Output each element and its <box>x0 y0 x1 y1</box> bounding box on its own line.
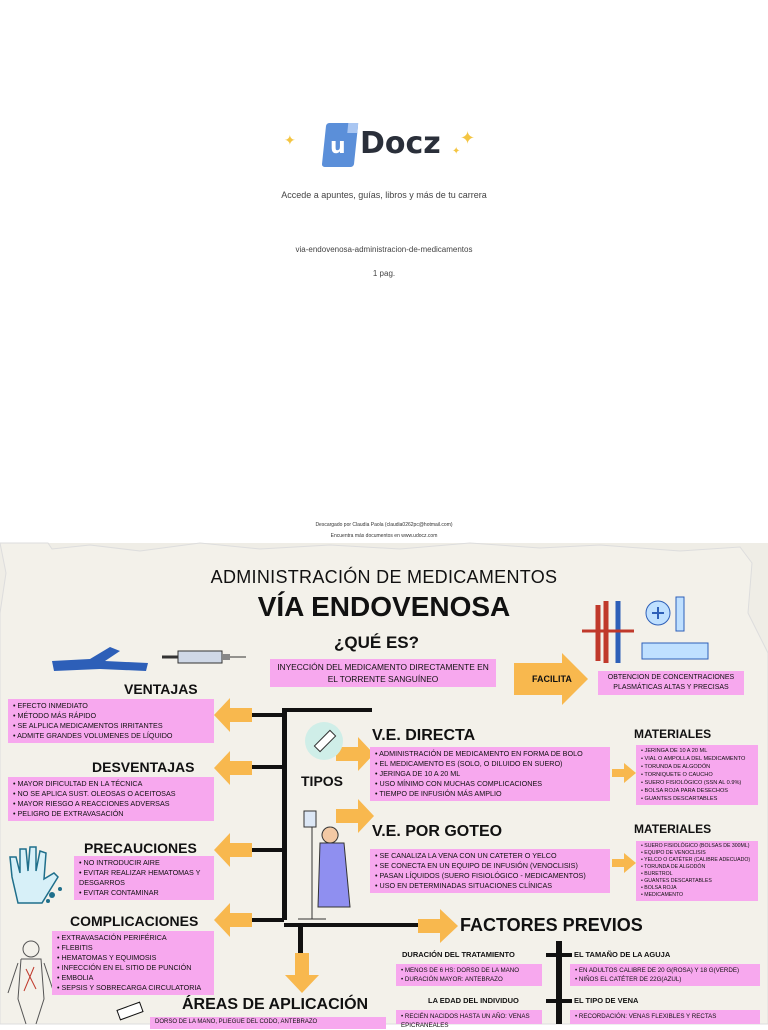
list-item: • MENOS DE 6 HS: DORSO DE LA MANO <box>401 966 537 975</box>
ventajas-box <box>8 699 214 743</box>
list-item: • TORUNDA DE ALGODÓN <box>641 763 753 771</box>
desventajas-heading: DESVENTAJAS <box>92 759 195 775</box>
list-item: • NO INTRODUCIR AIRE <box>79 858 209 868</box>
list-item: • BOLSA ROJA <box>641 885 753 892</box>
aguja-box <box>570 964 760 986</box>
vena-box <box>570 1010 760 1024</box>
sparkle-icon: ✦ <box>284 132 296 148</box>
arrow-left-icon <box>214 833 252 867</box>
sparkle-icon: ✦ <box>452 146 461 157</box>
list-item: • EVITAR REALIZAR HEMATOMAS Y DESGARROS <box>79 868 209 888</box>
desventajas-box <box>8 777 214 821</box>
list-item: • VIAL O AMPOLLA DEL MEDICAMENTO <box>641 755 753 763</box>
list-item: • MAYOR RIESGO A REACCIONES ADVERSAS <box>13 799 209 809</box>
materiales-box-directa <box>636 745 758 805</box>
list-item: • EMBOLIA <box>57 973 209 983</box>
facilita-box: OBTENCION DE CONCENTRACIONES PLASMÁTICAS ALTAS Y PRECISAS <box>598 671 744 695</box>
list-item: • NIÑOS EL CATÉTER DE 22G(AZUL) <box>575 975 755 984</box>
connector <box>546 999 572 1003</box>
list-item: • SEPSIS Y SOBRECARGA CIRCULATORIA <box>57 983 209 993</box>
connector <box>282 708 372 712</box>
facilita-label: FACILITA <box>532 674 572 684</box>
list-item: • BOLSA ROJA PARA DESECHOS <box>641 787 753 795</box>
list-item: • MÉTODO MÁS RÁPIDO <box>13 711 209 721</box>
tagline: Accede a apuntes, guías, libros y más de tu carrera <box>281 190 487 200</box>
document-name: via-endovenosa-administracion-de-medicamentos <box>295 245 473 254</box>
syringe-icon <box>160 643 246 669</box>
list-item: • EVITAR CONTAMINAR <box>79 888 209 898</box>
list-item: • JERINGA DE 10 A 20 ML <box>641 747 753 755</box>
more-docs-link[interactable]: Encuentra más documentos en www.udocz.com <box>330 533 438 539</box>
hand-virus-icon <box>4 843 68 907</box>
arrow-right-icon <box>612 853 636 873</box>
connector <box>248 713 284 717</box>
udocz-logo[interactable]: u Docz <box>324 120 454 172</box>
aguja-heading: EL TAMAÑO DE LA AGUJA <box>574 950 671 959</box>
connector <box>248 848 284 852</box>
list-item: • DURACIÓN MAYOR: ANTEBRAZO <box>401 975 537 984</box>
areas-heading: ÁREAS DE APLICACIÓN <box>182 996 369 1013</box>
arrow-left-icon <box>214 751 252 785</box>
list-item: • EFECTO INMEDIATO <box>13 701 209 711</box>
duracion-heading: DURACIÓN DEL TRATAMIENTO <box>402 950 515 959</box>
list-item: • NO SE APLICA SUST. OLEOSAS O ACEITOSAS <box>13 789 209 799</box>
title-top: ADMINISTRACIÓN DE MEDICAMENTOS <box>210 567 558 587</box>
title-main: VÍA ENDOVENOSA <box>257 591 511 622</box>
list-item: • HEMATOMAS Y EQUIMOSIS <box>57 953 209 963</box>
ventajas-heading: VENTAJAS <box>124 681 198 697</box>
list-item: • TORUNDA DE ALGODÓN <box>641 864 753 871</box>
definition-box: INYECCIÓN DEL MEDICAMENTO DIRECTAMENTE EN EL TORRENTE SANGUÍNEO <box>270 659 496 687</box>
list-item: • ADMITE GRANDES VOLUMENES DE LÍQUIDO <box>13 731 209 741</box>
download-credit: Descargado por Claudia Paola (claudia0262pc@hotmail.com) <box>315 522 453 528</box>
arrow-left-icon <box>214 903 252 937</box>
edad-box <box>396 1010 542 1029</box>
list-item: • TORNIQUETE O CAUCHO <box>641 771 753 779</box>
list-item: • SE CANALIZA LA VENA CON UN CATETER O YELCO <box>375 851 605 861</box>
list-item: • SUERO FISIOLÓGICO (BOLSAS DE 300ML) <box>641 843 753 850</box>
list-item: • INFECCIÓN EN EL SITIO DE PUNCIÓN <box>57 963 209 973</box>
connector <box>546 953 572 957</box>
list-item: • RECORDACIÓN: VENAS FLEXIBLES Y RECTAS <box>575 1012 755 1021</box>
list-item: • PELIGRO DE EXTRAVASACIÓN <box>13 809 209 819</box>
list-item: • ADMINISTRACIÓN DE MEDICAMENTO EN FORMA DE BOLO <box>375 749 605 759</box>
page-count: 1 pag. <box>372 269 396 278</box>
list-item: • MEDICAMENTO <box>641 892 753 899</box>
materiales-box-goteo <box>636 841 758 901</box>
list-item: • EXTRAVASACIÓN PERIFÉRICA <box>57 933 209 943</box>
factores-heading: FACTORES PREVIOS <box>460 915 643 935</box>
arrow-right-icon <box>418 909 458 943</box>
duracion-box <box>396 964 542 986</box>
list-item: • EN ADULTOS CALIBRE DE 20 G(ROSA) Y 18 G(VERDE) <box>575 966 755 975</box>
vena-heading: EL TIPO DE VENA <box>574 996 639 1005</box>
list-item: • USO EN DETERMINADAS SITUACIONES CLÍNICAS <box>375 881 605 891</box>
que-es-heading: ¿QUÉ ES? <box>334 633 420 652</box>
materiales-heading: MATERIALES <box>634 822 712 836</box>
list-item: • EQUIPO DE VENOCLISIS <box>641 850 753 857</box>
arrow-right-icon <box>612 763 636 783</box>
vein-icon <box>50 641 150 675</box>
complicaciones-box <box>52 931 214 995</box>
blood-vessel-icon <box>578 591 718 667</box>
connector <box>298 923 303 953</box>
connector <box>248 765 284 769</box>
list-item: • BURETROL <box>641 871 753 878</box>
list-item: • SE CONECTA EN UN EQUIPO DE INFUSIÓN (VENOCLISIS) <box>375 861 605 871</box>
arrow-down-icon <box>285 953 319 993</box>
list-item: • TIEMPO DE INFUSIÓN MÁS AMPLIO <box>375 789 605 799</box>
list-item: • USO MÍNIMO CON MUCHAS COMPLICACIONES <box>375 779 605 789</box>
injection-icon <box>304 719 344 769</box>
connector <box>248 918 284 922</box>
human-body-icon <box>6 939 56 1024</box>
tipos-heading: TIPOS <box>301 773 344 789</box>
precauciones-heading: PRECAUCIONES <box>84 840 197 856</box>
list-item: • SUERO FISIOLÓGICO (SSN AL 0.9%) <box>641 779 753 787</box>
list-item: • RECIÉN NACIDOS HASTA UN AÑO: VENAS EPICRANEALES <box>401 1012 537 1030</box>
edad-heading: LA EDAD DEL INDIVIDUO <box>428 996 519 1005</box>
areas-box: DORSO DE LA MANO, PLIEGUE DEL CODO, ANTEBRAZO <box>150 1017 386 1029</box>
list-item: • PASAN LÍQUIDOS (SUERO FISIOLÓGICO - MEDICAMENTOS) <box>375 871 605 881</box>
list-item: • GUANTES DESCARTABLES <box>641 878 753 885</box>
sparkle-icon: ✦ <box>460 128 476 148</box>
directa-heading: V.E. DIRECTA <box>372 727 476 744</box>
main-connector <box>282 708 287 920</box>
directa-box <box>370 747 610 801</box>
list-item: • EL MEDICAMENTO ES (SOLO, O DILUIDO EN SUERO) <box>375 759 605 769</box>
precauciones-box <box>74 856 214 900</box>
goteo-box <box>370 849 610 893</box>
list-item: • SE ALPLICA MEDICAMENTOS IRRITANTES <box>13 721 209 731</box>
list-item: • FLEBITIS <box>57 943 209 953</box>
materiales-heading: MATERIALES <box>634 727 712 741</box>
patient-iv-icon <box>290 807 360 925</box>
infographic-sheet <box>0 543 768 1029</box>
list-item: • JERINGA DE 10 A 20 ML <box>375 769 605 779</box>
syringe-icon <box>110 998 154 1024</box>
goteo-heading: V.E. POR GOTEO <box>372 823 503 840</box>
complicaciones-heading: COMPLICACIONES <box>70 913 199 929</box>
arrow-left-icon <box>214 698 252 732</box>
list-item: • GUANTES DESCARTABLES <box>641 795 753 803</box>
list-item: • MAYOR DIFICULTAD EN LA TÉCNICA <box>13 779 209 789</box>
list-item: • YELCO O CATÉTER (CALIBRE ADECUADO) <box>641 857 753 864</box>
